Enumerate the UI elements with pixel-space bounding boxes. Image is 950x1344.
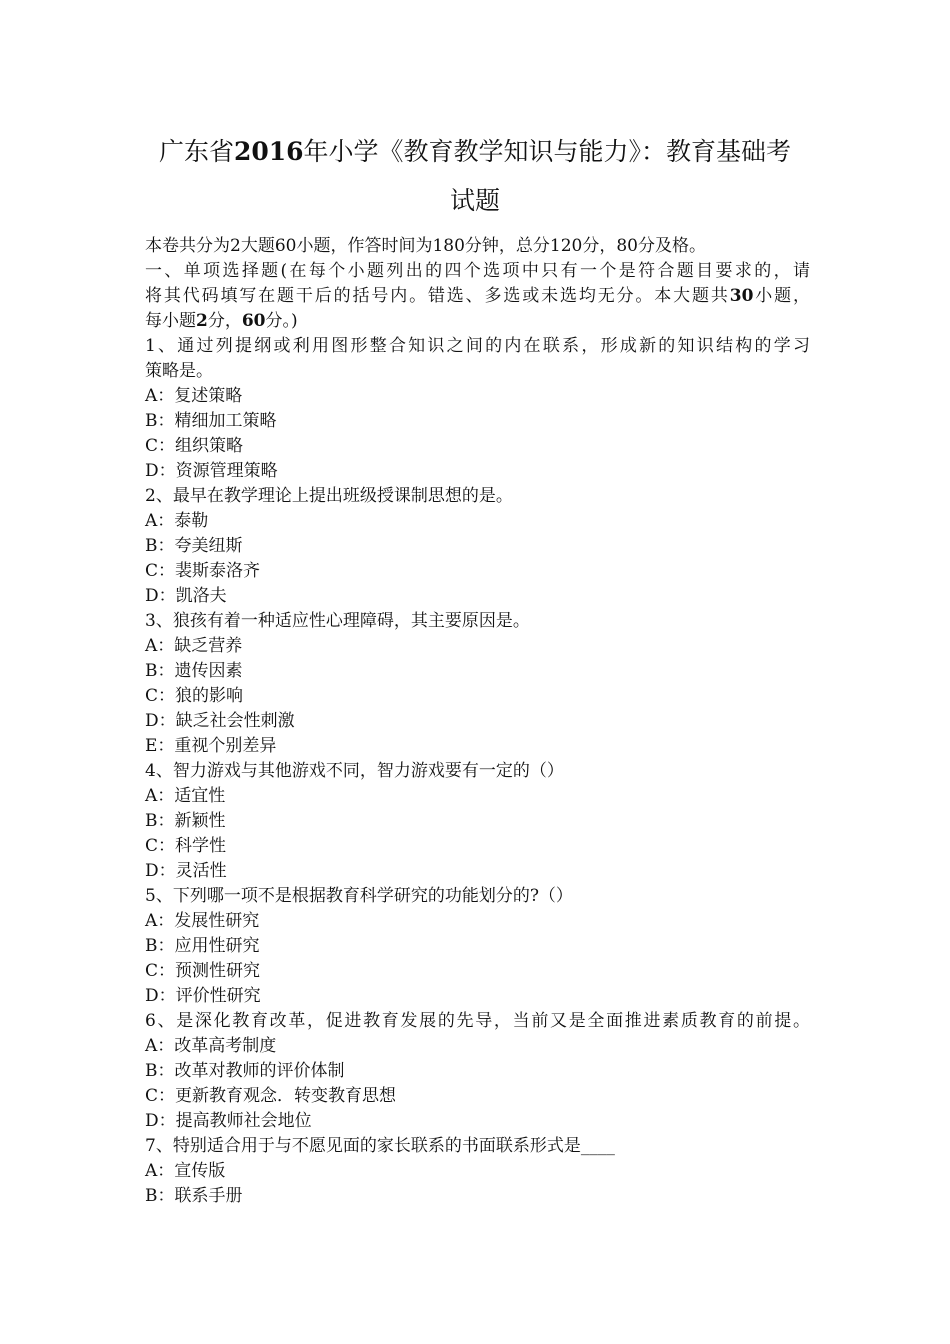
question-7-option-a: A：宣传版	[145, 1161, 226, 1181]
document-title-line-2: 试题	[449, 186, 500, 215]
question-3-option-a: A：缺乏营养	[145, 636, 243, 656]
question-5-option-c: C：预测性研究	[145, 961, 261, 981]
document-body	[145, 234, 810, 1209]
question-5-stem: 5、下列哪一项不是根据教育科学研究的功能划分的?（）	[145, 886, 573, 906]
question-4-stem: 4、智力游戏与其他游戏不同，智力游戏要有一定的（）	[145, 761, 564, 781]
question-5-option-b: B：应用性研究	[145, 936, 260, 956]
question-3-option-d: D：缺乏社会性刺激	[145, 711, 295, 731]
question-2-option-d: D：凯洛夫	[145, 586, 227, 606]
question-6-option-b: B：改革对教师的评价体制	[145, 1061, 345, 1081]
question-7-stem: 7、特别适合用于与不愿见面的家长联系的书面联系形式是____	[145, 1136, 615, 1156]
question-2-stem: 2、最早在教学理论上提出班级授课制思想的是。	[145, 486, 513, 506]
question-3-option-c: C：狼的影响	[145, 686, 244, 706]
question-1-stem-line-1: 1、通过列提纲或利用图形整合知识之间的内在联系，形成新的知识结构的学习	[145, 336, 810, 356]
question-1-stem-line-2: 策略是。	[145, 361, 213, 381]
question-1-option-b: B：精细加工策略	[145, 411, 277, 431]
document-title-line-1: 广东省2016年小学《教育教学知识与能力》：教育基础考	[158, 137, 792, 166]
question-1-option-d: D：资源管理策略	[145, 461, 278, 481]
question-4-option-b: B：新颖性	[145, 811, 226, 831]
question-6-stem: 6、是深化教育改革，促进教育发展的先导，当前又是全面推进素质教育的前提。	[145, 1011, 810, 1031]
question-4-option-a: A：适宜性	[145, 786, 226, 806]
question-2-option-a: A：泰勒	[145, 511, 209, 531]
question-3-option-e: E：重视个别差异	[145, 736, 277, 756]
question-7-option-b: B：联系手册	[145, 1186, 243, 1206]
question-6-option-d: D：提高教师社会地位	[145, 1111, 312, 1131]
question-3-stem: 3、狼孩有着一种适应性心理障碍，其主要原因是。	[145, 611, 530, 631]
section-header-line-3: 每小题2分，60分。)	[145, 311, 298, 331]
section-header-line-1: 一、单项选择题(在每个小题列出的四个选项中只有一个是符合题目要求的，请	[145, 261, 810, 281]
section-header-line-2: 将其代码填写在题干后的括号内。错选、多选或未选均无分。本大题共30小题，	[145, 286, 811, 306]
question-5-option-d: D：评价性研究	[145, 986, 261, 1006]
question-2-option-b: B：夸美纽斯	[145, 536, 243, 556]
exam-intro: 本卷共分为2大题60小题，作答时间为180分钟，总分120分，80分及格。	[145, 236, 706, 256]
question-1-option-c: C：组织策略	[145, 436, 244, 456]
question-3-option-b: B：遗传因素	[145, 661, 243, 681]
question-6-option-c: C：更新教育观念．转变教育思想	[145, 1086, 397, 1106]
question-4-option-d: D：灵活性	[145, 861, 227, 881]
question-5-option-a: A：发展性研究	[145, 911, 260, 931]
question-1-option-a: A：复述策略	[145, 386, 243, 406]
question-6-option-a: A：改革高考制度	[145, 1036, 277, 1056]
question-2-option-c: C：裴斯泰洛齐	[145, 561, 261, 581]
question-4-option-c: C：科学性	[145, 836, 227, 856]
